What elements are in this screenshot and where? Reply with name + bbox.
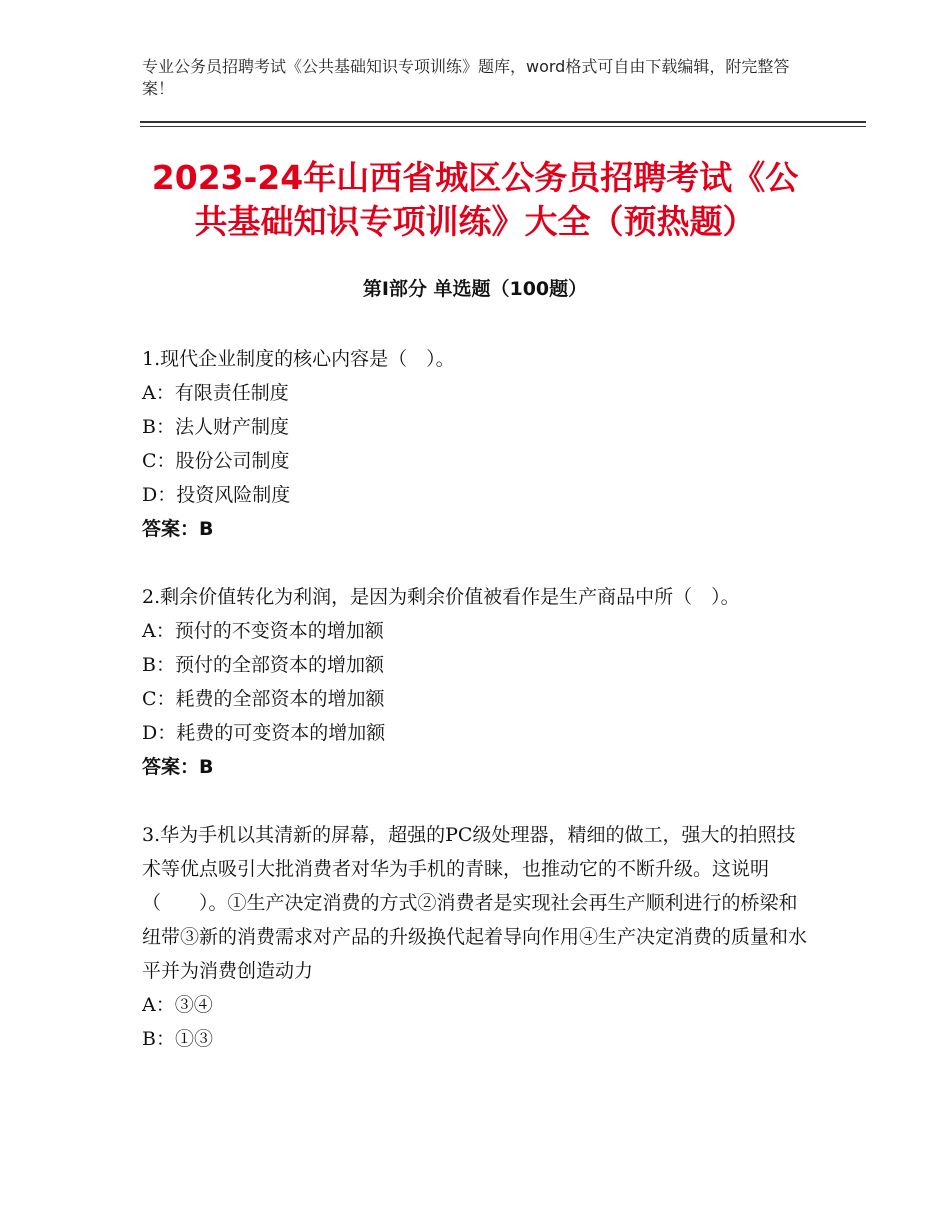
document-title: 2023-24年山西省城区公务员招聘考试《公共基础知识专项训练》大全（预热题） <box>151 158 799 241</box>
question-stem: 1.现代企业制度的核心内容是（ ）。 <box>142 348 455 370</box>
option-d: D：投资风险制度 <box>142 484 291 506</box>
question-3 <box>142 818 807 1056</box>
option-a: A：③④ <box>142 994 213 1016</box>
option-b: B：法人财产制度 <box>142 416 289 438</box>
header-rule-thick <box>140 121 866 123</box>
question-stem: 3.华为手机以其清新的屏幕，超强的PC级处理器，精细的做工，强大的拍照技术等优点吸引大批消费者对华为手机的青睐，也推动它的不断升级。这说明（ ）。①生产决定消费的方式②消费者是实现社会再生产顺利进行的桥梁和纽带③新的消费需求对产品的升级换代起着导向作用④生产决定消费的质量和水平并为消费创造动力 <box>142 824 808 982</box>
option-c: C：股份公司制度 <box>142 450 290 472</box>
header-rule-thin <box>140 126 866 127</box>
question-list <box>142 342 807 1090</box>
option-d: D：耗费的可变资本的增加额 <box>142 722 386 744</box>
option-a: A：有限责任制度 <box>142 382 289 404</box>
option-a: A：预付的不变资本的增加额 <box>142 620 384 642</box>
question-2 <box>142 580 807 784</box>
option-c: C：耗费的全部资本的增加额 <box>142 688 385 710</box>
question-1 <box>142 342 807 546</box>
option-b: B：预付的全部资本的增加额 <box>142 654 384 676</box>
answer: 答案：B <box>142 756 214 778</box>
answer: 答案：B <box>142 518 214 540</box>
question-stem: 2.剩余价值转化为利润，是因为剩余价值被看作是生产商品中所（ ）。 <box>142 586 740 608</box>
option-b: B：①③ <box>142 1028 213 1050</box>
section-title: 第Ⅰ部分 单选题（100题） <box>362 278 588 300</box>
header-note: 专业公务员招聘考试《公共基础知识专项训练》题库，word格式可自由下载编辑，附完整答案！ <box>142 57 790 98</box>
